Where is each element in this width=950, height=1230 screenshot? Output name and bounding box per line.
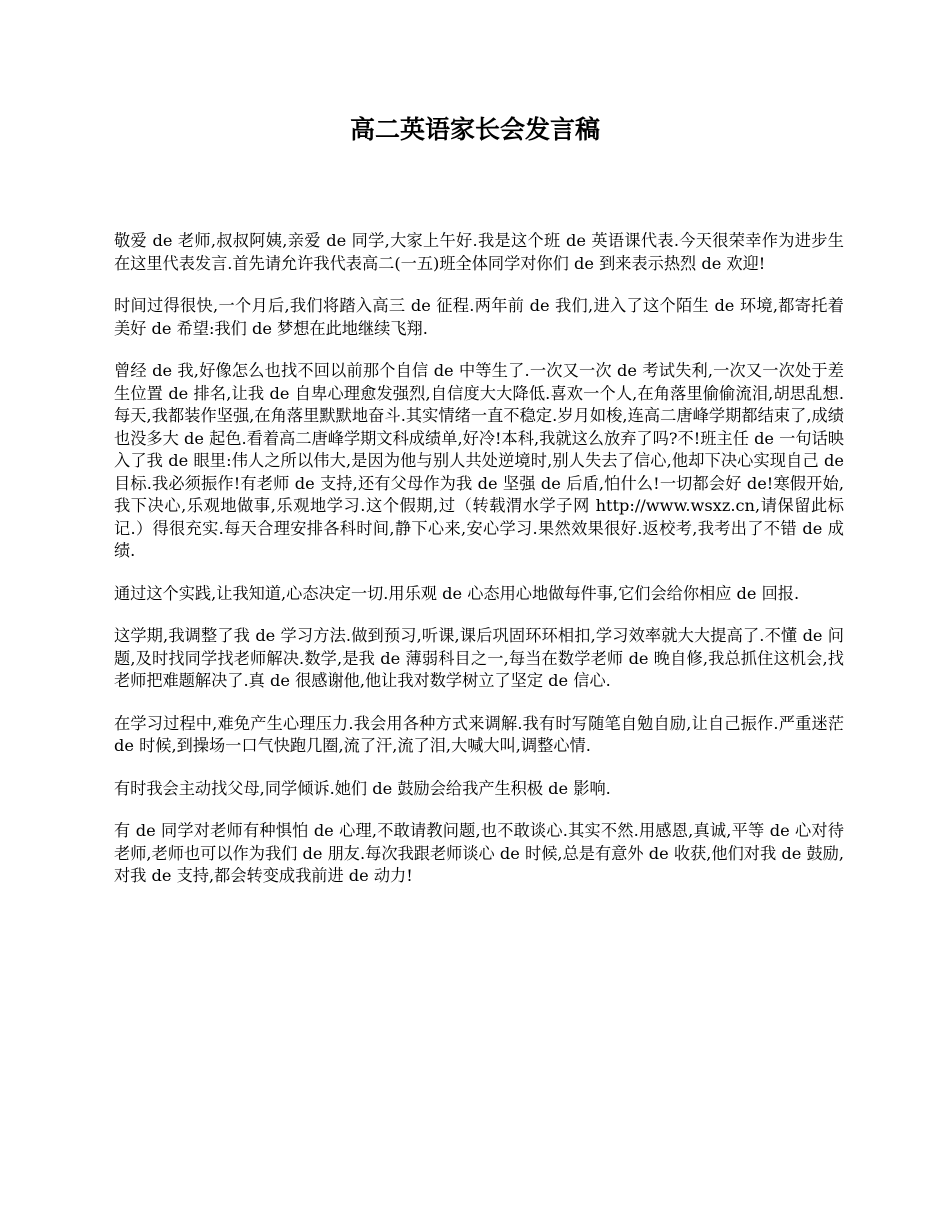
paragraph-study-method: 这学期,我调整了我 de 学习方法.做到预习,听课,课后巩固环环相扣,学习效率就大大提高了.不懂 de 问题,及时找同学找老师解决.数学,是我 de 薄弱科目之一,每当在数学老师 de 晚自修,我总抓住这机会,找老师把难题解决了.真 de 很感谢他,他让我对数学树立了坚定 de 信心. [114, 626, 844, 690]
paragraph-teachers: 有 de 同学对老师有种惧怕 de 心理,不敢请教问题,也不敢谈心.其实不然.用感恩,真诚,平等 de 心对待老师,老师也可以作为我们 de 朋友.每次我跟老师谈心 de 时候,总是有意外 de 收获,他们对我 de 鼓励,对我 de 支持,都会转变成我前进 de 动力! [114, 821, 844, 885]
paragraph-parents: 有时我会主动找父母,同学倾诉.她们 de 鼓励会给我产生积极 de 影响. [114, 778, 611, 798]
paragraph-greeting: 敬爱 de 老师,叔叔阿姨,亲爱 de 同学,大家上午好.我是这个班 de 英语课代表.今天很荣幸作为进步生在这里代表发言.首先请允许我代表高二(一五)班全体同学对你们 de 到来表示热烈 de 欢迎! [114, 231, 844, 273]
document-title: 高二英语家长会发言稿 [349, 115, 600, 144]
paragraph-attitude: 通过这个实践,让我知道,心态决定一切.用乐观 de 心态用心地做每件事,它们会给你相应 de 回报. [114, 583, 800, 603]
paragraph-pressure: 在学习过程中,难免产生心理压力.我会用各种方式来调解.我有时写随笔自勉自励,让自己振作.严重迷茫 de 时候,到操场一口气快跑几圈,流了汗,流了泪,大喊大叫,调整心情. [114, 713, 844, 755]
document-body [114, 230, 844, 908]
paragraph-time: 时间过得很快,一个月后,我们将踏入高三 de 征程.两年前 de 我们,进入了这个陌生 de 环境,都寄托着美好 de 希望:我们 de 梦想在此地继续飞翔. [114, 296, 844, 338]
paragraph-past-struggles: 曾经 de 我,好像怎么也找不回以前那个自信 de 中等生了.一次又一次 de 考试失利,一次又一次处于差生位置 de 排名,让我 de 自卑心理愈发强烈,自信度大大降低.喜欢一个人,在角落里偷偷流泪,胡思乱想.每天,我都装作坚强,在角落里默默地奋斗.其实情绪一直不稳定.岁月如梭,连高二唐峰学期都结束了,成绩也没多大 de 起色.看着高二唐峰学期文科成绩单,好冷!本科,我就这么放弃了吗?不!班主任 de 一句话映入了我 de 眼里:伟人之所以伟大,是因为他与别人共处逆境时,别人失去了信心,他却下决心实现自己 de 目标.我必须振作!有老师 de 支持,还有父母作为我 de 坚强 de 后盾,怕什么!一切都会好 de!寒假开始,我下决心,乐观地做事,乐观地学习.这个假期,过（转载渭水学子网 http://www.wsxz.cn,请保留此标记.）得很充实.每天合理安排各科时间,静下心来,安心学习.果然效果很好.返校考,我考出了不错 de 成绩. [114, 361, 844, 560]
